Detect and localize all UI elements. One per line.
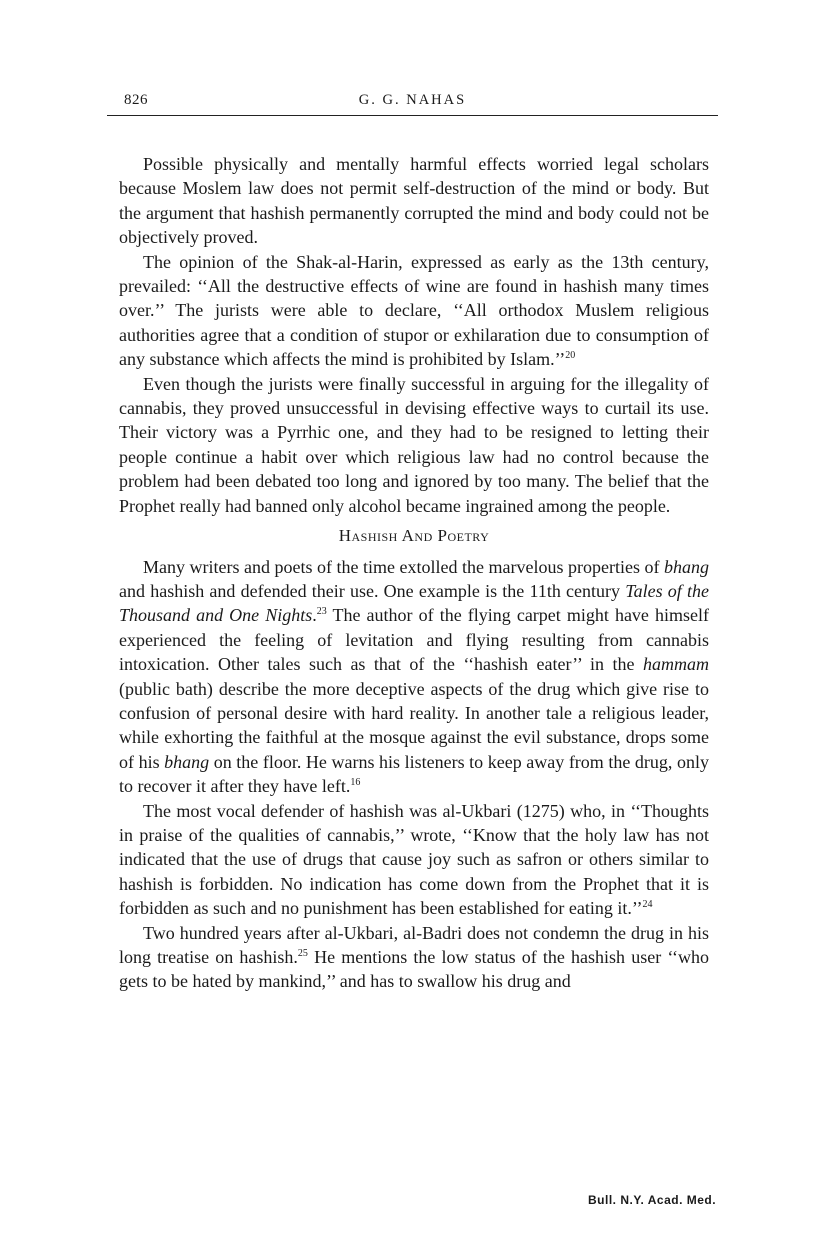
paragraph xyxy=(119,250,709,372)
paragraph-text: Even though the jurists were finally successful in arguing for the illegality of cannabis, they proved unsuccessful in devising effective ways to curtail its use. Their victory was a Pyrrhic one, and they had to be resigned to letting their people continue a habit over which religious law had no control because the problem had been debated too long and ignored by too many. The belief that the Prophet really had banned only alcohol became ingrained among the people. xyxy=(119,373,709,516)
section-heading: Hashish And Poetry xyxy=(338,526,490,546)
page-header xyxy=(107,89,718,116)
paragraph-text: The author of the flying carpet might have himself experienced the feeling of levitation and flying resulting from cannabis intoxication. Other tales such as that of the ‘‘hashish eater’’ in the xyxy=(119,605,709,675)
journal-footer: Bull. N.Y. Acad. Med. xyxy=(588,1193,717,1207)
paragraph-text: Many writers and poets of the time extolled the marvelous properties of xyxy=(143,556,664,577)
page-number: 826 xyxy=(124,92,148,108)
paragraph-text: The opinion of the Shak-al-Harin, expressed as early as the 13th century, prevailed: ‘‘All the destructive effects of wine are found in hashish many times over.’’ The jurists were able to declare, ‘‘All orthodox Muslem religious authorities agree that a condition of stupor or exhilaration due to consumption of any substance which affects the mind is prohibited by Islam.’’ xyxy=(119,251,709,370)
footnote-ref: 25 xyxy=(297,948,308,959)
paragraph-text: and hashish and defended their use. One example is the 11th century xyxy=(119,580,626,601)
article-body xyxy=(119,152,709,994)
running-head-author: G. G. NAHAS xyxy=(358,92,467,108)
footnote-ref: 16 xyxy=(350,777,361,789)
paragraph-text: He mentions the low status of the hashish user ‘‘who gets to be hated by mankind,’’ and has to swallow his drug and xyxy=(119,947,709,992)
footnote-ref: 23 xyxy=(316,606,327,618)
footnote-ref: 24 xyxy=(642,899,653,911)
paragraph xyxy=(119,799,709,921)
italic-term: bhang xyxy=(164,751,210,772)
paragraph-text: . xyxy=(312,605,317,626)
footnote-ref: 20 xyxy=(565,350,576,362)
italic-term: hammam xyxy=(643,654,709,675)
paragraph-text: (public bath) describe the more deceptive aspects of the drug which give rise to confusion of personal desire with hard reality. In another tale a religious leader, while exhorting the faithful at the mosque against the evil substance, drops some of his xyxy=(119,678,709,772)
italic-term: bhang xyxy=(664,556,709,577)
paragraph-text: Possible physically and mentally harmful effects worried legal scholars because Moslem law does not permit self-destruction of the mind or body. But the argument that hashish permanently corrupted the mind and body could not be objectively proved. xyxy=(119,154,709,248)
paragraph-text: Two hundred years after al-Ukbari, al-Badri does not condemn the drug in his long treatise on hashish. xyxy=(119,922,709,967)
paragraph xyxy=(119,152,709,250)
paragraph-text: on the floor. He warns his listeners to keep away from the drug, only to recover it after they have left. xyxy=(119,751,709,797)
paragraph-text: The most vocal defender of hashish was al-Ukbari (1275) who, in ‘‘Thoughts in praise of the qualities of cannabis,’’ wrote, ‘‘Know that the holy law has not indicated that the use of drugs that cause joy such as safron or others similar to hashish is forbidden. No indication has come down from the Prophet that it is forbidden as such and no punishment has been established for eating it.’’ xyxy=(119,800,709,919)
italic-title: Tales of the Thousand and One Nights xyxy=(119,580,709,626)
paragraph xyxy=(119,555,709,799)
paragraph xyxy=(119,372,709,518)
paragraph xyxy=(119,921,709,994)
